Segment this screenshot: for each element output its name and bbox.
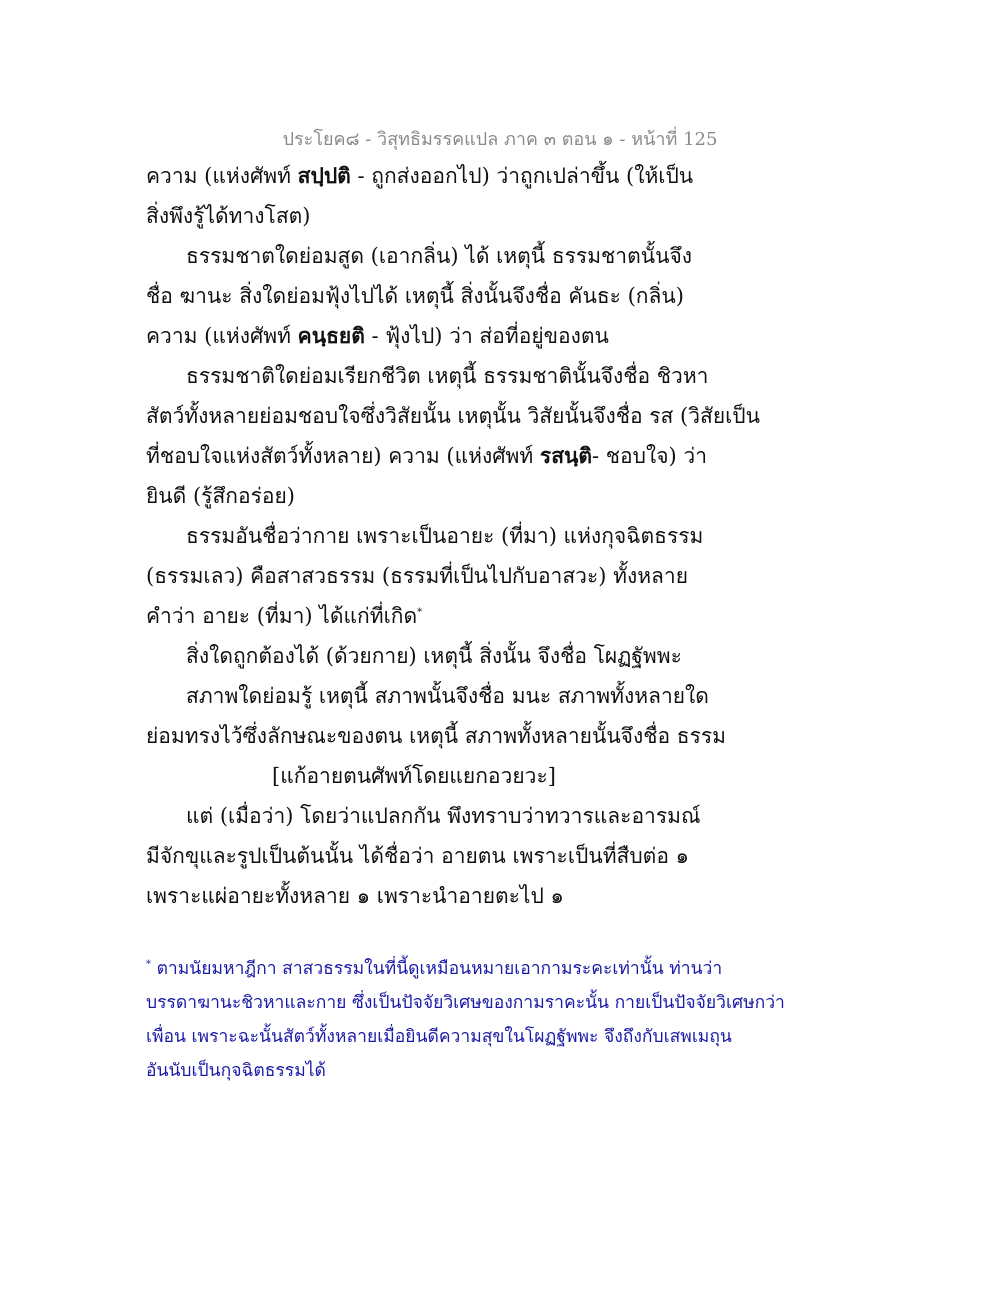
text-span: คำว่า อายะ (ที่มา) ได้แก่ที่เกิด (146, 604, 418, 628)
paragraph-line: สภาพใดย่อมรู้ เหตุนี้ สภาพนั้นจึงชื่อ มนะ สภาพทั้งหลายใด (186, 684, 709, 708)
paragraph-line: ธรรมชาติใดย่อมเรียกชีวิต เหตุนี้ ธรรมชาตินั้นจึงชื่อ ชิวหา (186, 364, 709, 388)
text-span: ความ (แห่งศัพท์ (146, 324, 298, 348)
paragraph-line: (ธรรมเลว) คือสาสวธรรม (ธรรมที่เป็นไปกับอาสวะ) ทั้งหลาย (146, 564, 689, 588)
paragraph-line: สิ่งพึงรู้ได้ทางโสต) (146, 204, 311, 228)
text-span: ความ (แห่งศัพท์ (146, 164, 298, 188)
paragraph-line (146, 596, 866, 636)
paragraph-line: แต่ (เมื่อว่า) โดยว่าแปลกกัน พึงทราบว่าทวารและอารมณ์ (186, 804, 701, 828)
text-span: - ถูกส่งออกไป) ว่าถูกเปล่าขึ้น (ให้เป็น (350, 164, 694, 188)
section-heading: [แก้อายตนศัพท์โดยแยกอวยวะ] (272, 764, 556, 788)
footnote (146, 952, 866, 1088)
pali-term: รสนฺติ (539, 443, 593, 468)
page-header: ประโยค๘ - วิสุทธิมรรคแปล ภาค ๓ ตอน ๑ - หน้าที่ 125 (282, 129, 718, 150)
pali-term: คนฺธยติ (297, 323, 365, 348)
paragraph-line: ธรรมอันชื่อว่ากาย เพราะเป็นอายะ (ที่มา) แห่งกุจฉิตธรรม (186, 524, 704, 548)
footnote-line: เพื่อน เพราะฉะนั้นสัตว์ทั้งหลายเมื่อยินดีความสุขในโผฏฐัพพะ จึงถึงกับเสพเมถุน (146, 1027, 732, 1047)
footnote-marker: * (146, 959, 151, 971)
pali-term: สปฺปติ (297, 163, 351, 188)
paragraph-line: ย่อมทรงไว้ซึ่งลักษณะของตน เหตุนี้ สภาพทั้งหลายนั้นจึงชื่อ ธรรม (146, 724, 726, 748)
paragraph-line (146, 436, 866, 476)
paragraph-line: ชื่อ ฆานะ สิ่งใดย่อมฟุ้งไปได้ เหตุนี้ สิ่งนั้นจึงชื่อ คันธะ (กลิ่น) (146, 284, 684, 308)
text-span: ที่ชอบใจแห่งสัตว์ทั้งหลาย) ความ (แห่งศัพท์ (146, 444, 540, 468)
text-span: ตามนัยมหาฎีกา สาสวธรรมในที่นี้ดูเหมือนหมายเอากามระคะเท่านั้น ท่านว่า (151, 959, 723, 979)
paragraph-line: ยินดี (รู้สึกอร่อย) (146, 484, 295, 508)
body-text (146, 156, 866, 916)
paragraph-line: สัตว์ทั้งหลายย่อมชอบใจซึ่งวิสัยนั้น เหตุนั้น วิสัยนั้นจึงชื่อ รส (วิสัยเป็น (146, 404, 760, 428)
paragraph-line (146, 156, 866, 196)
paragraph-line: เพราะแผ่อายะทั้งหลาย ๑ เพราะนำอายตะไป ๑ (146, 884, 564, 908)
text-span: - ชอบใจ) ว่า (592, 444, 707, 468)
text-span: - ฟุ้งไป) ว่า ส่อที่อยู่ของตน (364, 324, 609, 348)
paragraph-line: มีจักขุและรูปเป็นต้นนั้น ได้ชื่อว่า อายตน เพราะเป็นที่สืบต่อ ๑ (146, 844, 689, 868)
footnote-line (146, 952, 866, 986)
footnote-marker[interactable]: * (417, 607, 423, 618)
footnote-line: บรรดาฆานะชิวหาและกาย ซึ่งเป็นปัจจัยวิเศษของกามราคะนั้น กายเป็นปัจจัยวิเศษกว่า (146, 993, 785, 1013)
footnote-line: อันนับเป็นกุจฉิตธรรมได้ (146, 1061, 326, 1081)
paragraph-line: สิ่งใดถูกต้องได้ (ด้วยกาย) เหตุนี้ สิ่งนั้น จึงชื่อ โผฏฐัพพะ (186, 644, 682, 668)
paragraph-line: ธรรมชาตใดย่อมสูด (เอากลิ่น) ได้ เหตุนี้ ธรรมชาตนั้นจึง (186, 244, 692, 268)
paragraph-line (146, 316, 866, 356)
